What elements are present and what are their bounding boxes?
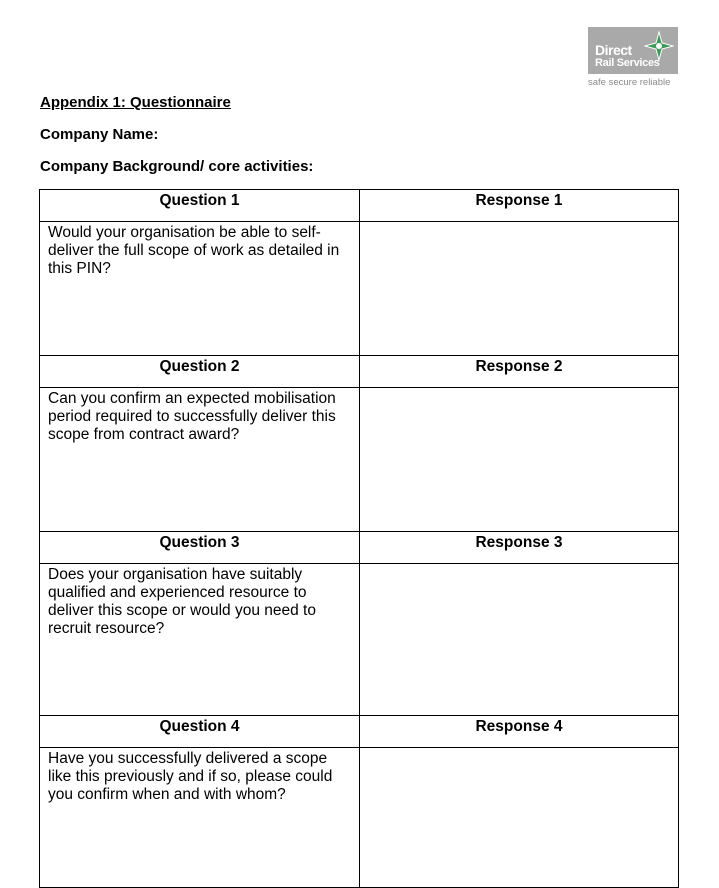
company-background-label: Company Background/ core activities: — [40, 158, 314, 175]
logo-tagline: safe secure reliable — [588, 77, 671, 88]
company-name-label: Company Name: — [40, 126, 159, 143]
response-header: Response 2 — [360, 356, 679, 388]
question-header: Question 1 — [40, 190, 360, 222]
table-row — [40, 222, 679, 356]
question-text: Would your organisation be able to self-deliver the full scope of work as detailed in this PIN? — [40, 222, 360, 356]
response-cell[interactable] — [360, 222, 679, 356]
table-row — [40, 388, 679, 532]
response-cell[interactable] — [360, 388, 679, 532]
logo-text-direct: Direct — [595, 42, 632, 58]
response-cell[interactable] — [360, 748, 679, 888]
table-header-row — [40, 356, 679, 388]
logo-box — [588, 27, 678, 74]
table-header-row — [40, 716, 679, 748]
question-text: Have you successfully delivered a scope like this previously and if so, please could you confirm when and with whom? — [40, 748, 360, 888]
response-header: Response 1 — [360, 190, 679, 222]
response-header: Response 3 — [360, 532, 679, 564]
question-text: Does your organisation have suitably qualified and experienced resource to deliver this scope or would you need to recruit resource? — [40, 564, 360, 716]
question-header: Question 3 — [40, 532, 360, 564]
questionnaire-table — [39, 189, 679, 888]
direct-rail-services-logo — [588, 27, 678, 89]
table-row — [40, 748, 679, 888]
page-title: Appendix 1: Questionnaire — [40, 94, 231, 111]
response-header: Response 4 — [360, 716, 679, 748]
logo-text-rail-services: Rail Services — [595, 57, 660, 69]
question-text: Can you confirm an expected mobilisation period required to successfully deliver this scope from contract award? — [40, 388, 360, 532]
table-row — [40, 564, 679, 716]
table-header-row — [40, 532, 679, 564]
question-header: Question 2 — [40, 356, 360, 388]
table-header-row — [40, 190, 679, 222]
question-header: Question 4 — [40, 716, 360, 748]
response-cell[interactable] — [360, 564, 679, 716]
